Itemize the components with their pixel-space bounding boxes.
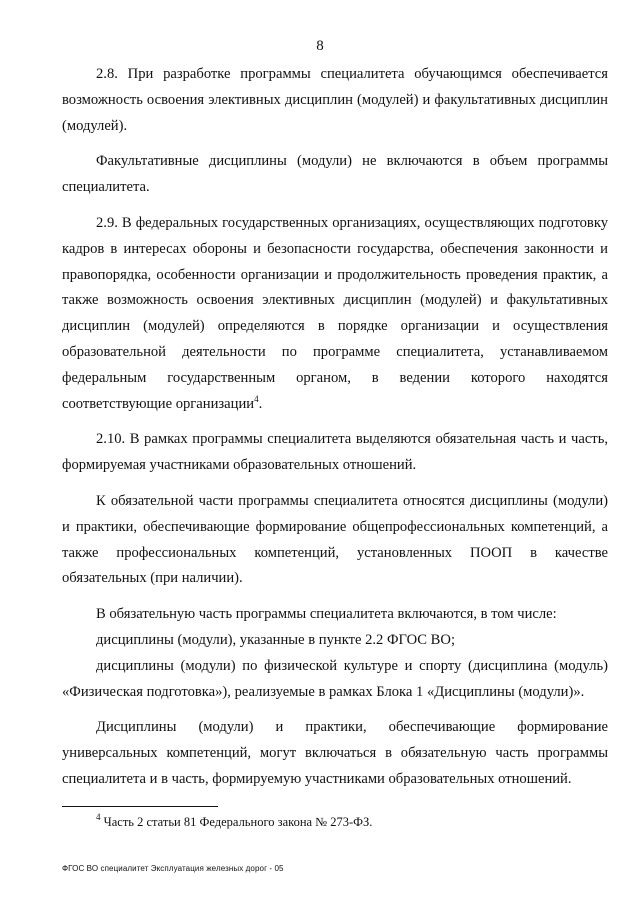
paragraph-list-item-2: дисциплины (модули) по физической культуре и спорту (дисциплина (модуль) «Физическая подготовка»), реализуемые в рамках Блока 1 «Дисциплины (модули)». [62, 657, 608, 700]
paragraph-optional-disciplines: Факультативные дисциплины (модули) не включаются в объем программы специалитета. [62, 153, 608, 196]
paragraph-2-9: 2.9. В федеральных государственных организациях, осуществляющих подготовку кадров в интересах обороны и безопасности государства, обеспечения законности и правопорядка, особенности организации и продолжительность проведения практик, а также возможность освоения элективных дисциплин (модулей) и факультативных дисциплин (модулей) определяются в порядке организации и осуществления образовательной деятельности по программе специалитета, устанавливаемом федеральным государственным органом, в ведении которого находятся соответствующие организации$^4$. [62, 214, 608, 412]
paragraph-mandatory-part: К обязательной части программы специалитета относятся дисциплины (модули) и практики, обеспечивающие формирование общепрофессиональных компетенций, а также профессиональных компетенций, установленных ПООП в качестве обязательных (при наличии). [62, 492, 608, 587]
footnote [96, 814, 372, 830]
paragraph-2-10: 2.10. В рамках программы специалитета выделяются обязательная часть и часть, формируемая участниками образовательных отношений. [62, 431, 608, 474]
footnote-reference: 4 [254, 393, 259, 404]
paragraph-2-9-text: 2.9. В федеральных государственных организациях, осуществляющих подготовку кадров в интересах обороны и безопасности государства, обеспечения законности и правопорядка, особенности организации и продолжительность проведения практик, а также возможность освоения элективных дисциплин (модулей) и факультативных дисциплин (модулей) определяются в порядке организации и осуществления образовательной деятельности по программе специалитета, устанавливаемом федеральным государственным органом, в ведении которого находятся соответствующие организации [62, 214, 608, 412]
paragraph-includes: В обязательную часть программы специалитета включаются, в том числе: [96, 606, 557, 623]
paragraph-2-8: 2.8. При разработке программы специалитета обучающимся обеспечивается возможность освоения элективных дисциплин (модулей) и факультативных дисциплин (модулей). [62, 66, 608, 134]
footnote-marker: 4 [96, 812, 101, 822]
footnote-divider [62, 806, 218, 807]
page-footer: ФГОС ВО специалитет Эксплуатация железных дорог - 05 [62, 864, 284, 873]
footnote-text: Часть 2 статьи 81 Федерального закона № 273-ФЗ. [103, 815, 373, 829]
document-body [62, 62, 608, 793]
paragraph-list-item-1: дисциплины (модули), указанные в пункте 2.2 ФГОС ВО; [96, 631, 456, 648]
paragraph-universal-competences: Дисциплины (модули) и практики, обеспечивающие формирование универсальных компетенций, могут включаться в обязательную часть программы специалитета и в часть, формируемую участниками образовательных отношений. [62, 719, 608, 787]
page-number: 8 [316, 38, 324, 54]
